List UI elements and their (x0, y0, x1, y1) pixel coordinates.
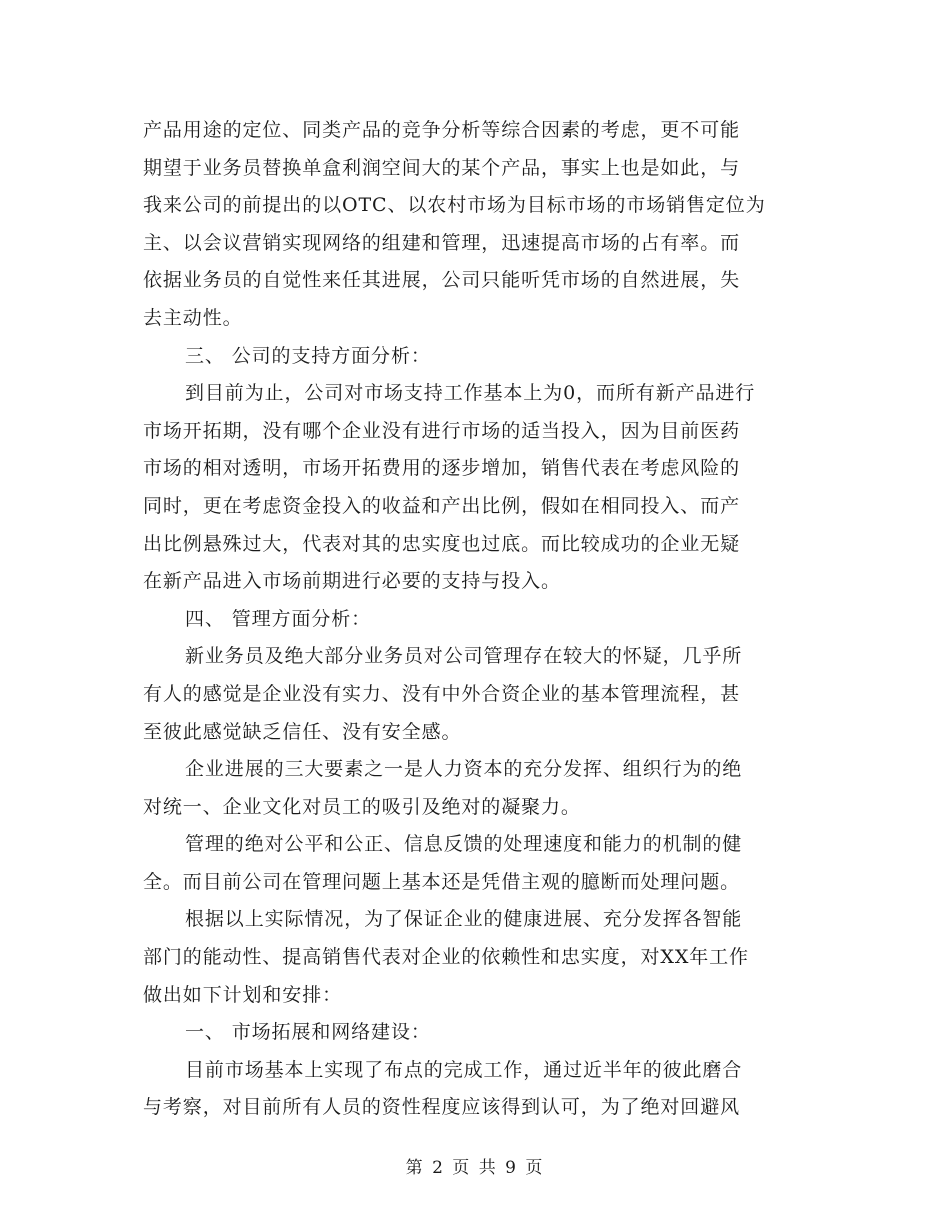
text-line: 在新产品进入市场前期进行必要的支持与投入。 (143, 570, 561, 593)
text-line: 全。而目前公司在管理问题上基本还是凭借主观的臆断而处理问题。 (143, 870, 741, 893)
text-line: 三、 公司的支持方面分析： (185, 344, 431, 367)
text-line: 部门的能动性、提高销售代表对企业的依赖性和忠实度，对XX年工作 (143, 946, 749, 969)
text-line: 主、以会议营销实现网络的组建和管理，迅速提高市场的占有率。而 (143, 231, 741, 254)
text-line: 去主动性。 (143, 306, 243, 329)
text-line: 目前市场基本上实现了布点的完成工作，通过近半年的彼此磨合 (185, 1058, 743, 1081)
text-line: 对统一、企业文化对员工的吸引及绝对的凝聚力。 (143, 795, 581, 818)
text-line: 市场的相对透明，市场开拓费用的逐步增加，销售代表在考虑风险的 (143, 457, 741, 480)
text-line: 期望于业务员替换单盒利润空间大的某个产品，事实上也是如此，与 (143, 156, 741, 179)
text-line: 有人的感觉是企业没有实力、没有中外合资企业的基本管理流程，甚 (143, 682, 741, 705)
text-line: 做出如下计划和安排： (143, 983, 343, 1006)
text-line: 我来公司的前提出的以OTC、以农村市场为目标市场的市场销售定位为 (143, 194, 766, 217)
text-line: 管理的绝对公平和公正、信息反馈的处理速度和能力的机制的健 (185, 833, 743, 856)
text-line: 依据业务员的自觉性来任其进展，公司只能听凭市场的自然进展，失 (143, 269, 741, 292)
page-number-footer: 第 2 页 共 9 页 (405, 1158, 545, 1178)
text-line: 到目前为止，公司对市场支持工作基本上为0，而所有新产品进行 (185, 382, 756, 405)
text-line: 出比例悬殊过大，代表对其的忠实度也过底。而比较成功的企业无疑 (143, 532, 741, 555)
text-line: 企业进展的三大要素之一是人力资本的充分发挥、组织行为的绝 (185, 758, 743, 781)
text-line: 市场开拓期，没有哪个企业没有进行市场的适当投入，因为目前医药 (143, 419, 741, 442)
text-line: 产品用途的定位、同类产品的竞争分析等综合因素的考虑，更不可能 (143, 119, 741, 141)
text-line: 与考察，对目前所有人员的资性程度应该得到认可，为了绝对回避风 (143, 1096, 741, 1119)
text-line: 一、 市场拓展和网络建设： (185, 1021, 431, 1044)
text-line: 根据以上实际情况，为了保证企业的健康进展、充分发挥各智能 (185, 908, 743, 931)
text-line: 四、 管理方面分析： (185, 607, 372, 630)
text-line: 同时，更在考虑资金投入的收益和产出比例，假如在相同投入、而产 (143, 494, 741, 517)
text-line: 新业务员及绝大部分业务员对公司管理存在较大的怀疑，几乎所 (185, 645, 743, 668)
document-body (143, 112, 813, 1127)
text-line: 至彼此感觉缺乏信任、没有安全感。 (143, 720, 462, 743)
